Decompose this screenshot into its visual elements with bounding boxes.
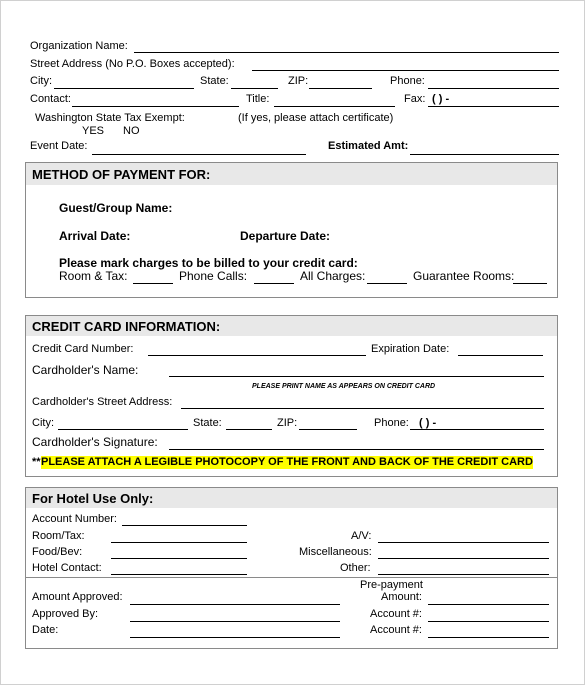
cardholder-street-label: Cardholder's Street Address: [32,396,173,408]
account-number-field[interactable] [122,525,247,526]
card-number-field[interactable] [148,355,366,356]
amount-field[interactable] [428,604,549,605]
tax-exempt-no[interactable]: NO [123,125,140,137]
fax-paren: ( ) - [432,93,450,105]
attach-prefix: ** [32,456,41,468]
arrival-label: Arrival Date: [59,229,131,243]
all-charges-field[interactable] [367,283,407,284]
food-bev-label: Food/Bev: [32,546,83,558]
hotel-divider [26,577,557,578]
contact-label: Contact: [30,93,71,105]
other-field[interactable] [378,574,549,575]
cc-state-label: State: [193,417,222,429]
city-label: City: [30,75,52,87]
av-field[interactable] [378,542,549,543]
misc-field[interactable] [378,558,549,559]
av-label: A/V: [351,530,372,542]
card-number-label: Credit Card Number: [32,343,134,355]
approved-by-label: Approved By: [32,608,99,620]
payment-header [26,163,557,185]
guarantee-field[interactable] [513,283,547,284]
cc-zip-field[interactable] [299,429,357,430]
other-label: Other: [340,562,371,574]
date-field[interactable] [130,637,340,638]
approved-by-field[interactable] [130,621,340,622]
amount-approved-label: Amount Approved: [32,591,123,603]
prepayment-label: Pre-payment [360,579,423,591]
title-label: Title: [246,93,270,105]
zip-label: ZIP: [288,75,309,87]
street-field[interactable] [252,70,559,71]
account-hash-label: Account #: [370,608,422,620]
phone-calls-label: Phone Calls: [179,269,248,283]
cc-zip-label: ZIP: [277,417,298,429]
phone-label: Phone: [390,75,425,87]
cert-note: (If yes, please attach certificate) [238,112,394,124]
payment-header-title: METHOD OF PAYMENT FOR: [32,167,211,182]
charges-note: Please mark charges to be billed to your credit card: [59,256,358,270]
room-tax-hotel-label: Room/Tax: [32,530,85,542]
contact-field[interactable] [72,106,239,107]
account-hash2-label: Account #: [370,624,422,636]
state-field[interactable] [231,88,278,89]
departure-label: Departure Date: [240,229,331,243]
misc-label: Miscellaneous: [299,546,372,558]
cardholder-name-label: Cardholder's Name: [32,363,139,377]
cc-phone-field[interactable] [410,429,544,430]
org-name-field[interactable] [134,52,559,53]
expiration-label: Expiration Date: [371,343,450,355]
amount-approved-field[interactable] [130,604,340,605]
fax-label: Fax: [404,93,426,105]
account-number-label: Account Number: [32,513,117,525]
event-date-label: Event Date: [30,140,88,152]
guest-group-label: Guest/Group Name: [59,201,173,215]
signature-label: Cardholder's Signature: [32,435,158,449]
city-field[interactable] [54,88,194,89]
attach-note: PLEASE ATTACH A LEGIBLE PHOTOCOPY OF THE FRONT AND BACK OF THE CREDIT CARD [41,456,533,468]
estimated-amt-label: Estimated Amt: [328,140,409,152]
date-label: Date: [32,624,59,636]
org-name-label: Organization Name: [30,40,128,52]
amount-label: Amount: [381,591,422,603]
guarantee-label: Guarantee Rooms: [413,269,515,283]
title-field[interactable] [274,106,395,107]
credit-header-title: CREDIT CARD INFORMATION: [32,319,221,334]
event-date-field[interactable] [92,154,306,155]
cc-phone-paren: ( ) - [419,417,437,429]
cc-city-label: City: [32,417,54,429]
cc-phone-label: Phone: [374,417,409,429]
estimated-amt-field[interactable] [410,154,559,155]
hotel-header-title: For Hotel Use Only: [32,491,154,506]
credit-header [26,316,557,336]
street-label: Street Address (No P.O. Boxes accepted): [30,58,235,70]
cardholder-name-field[interactable] [169,376,544,377]
tax-exempt-yes[interactable]: YES [82,125,105,137]
tax-exempt-label: Washington State Tax Exempt: [35,112,185,124]
room-tax-field[interactable] [133,283,173,284]
hotel-header [26,488,557,508]
cc-city-field[interactable] [58,429,188,430]
room-tax-hotel-field[interactable] [111,542,247,543]
zip-field[interactable] [309,88,372,89]
fax-field[interactable] [428,106,559,107]
expiration-field[interactable] [458,355,543,356]
phone-calls-field[interactable] [254,283,294,284]
food-bev-field[interactable] [111,558,247,559]
state-label: State: [200,75,229,87]
account-hash-field[interactable] [428,621,549,622]
cardholder-street-field[interactable] [181,408,544,409]
phone-field[interactable] [428,88,559,89]
cc-state-field[interactable] [226,429,272,430]
room-tax-label: Room & Tax: [59,269,128,283]
account-hash2-field[interactable] [428,637,549,638]
hotel-contact-label: Hotel Contact: [32,562,102,574]
hotel-section [25,487,558,649]
signature-field[interactable] [169,449,544,450]
hotel-contact-field[interactable] [111,574,247,575]
all-charges-label: All Charges: [300,269,366,283]
print-name-note: PLEASE PRINT NAME AS APPEARS ON CREDIT CARD [252,383,436,390]
